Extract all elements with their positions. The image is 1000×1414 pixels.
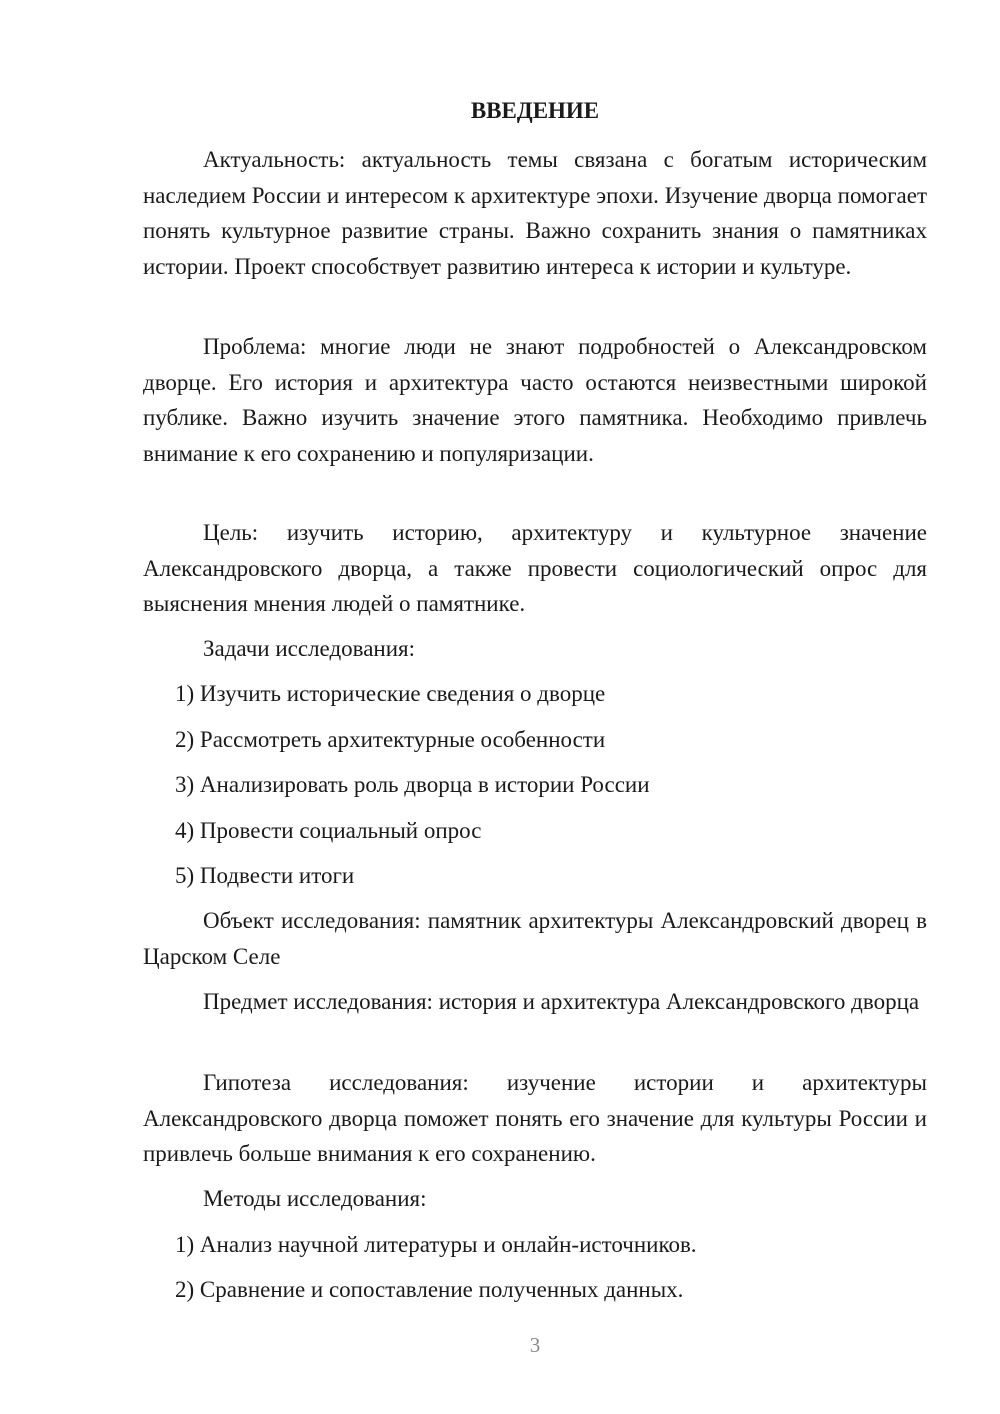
goal-paragraph: Цель: изучить историю, архитектуру и культурное значение Александровского дворца, а также провести социологический опрос для выяснения мнения людей о памятнике. xyxy=(143,520,927,616)
subject-paragraph: Предмет исследования: история и архитектура Александровского дворца xyxy=(203,989,920,1014)
problem-paragraph: Проблема: многие люди не знают подробностей о Александровском дворце. Его история и архитектура часто остаются неизвестными широкой публике. Важно изучить значение этого памятника. Необходимо привлечь внимание к его сохранению и популяризации. xyxy=(143,334,927,466)
object-paragraph: Объект исследования: памятник архитектуры Александровский дворец в Царском Селе xyxy=(143,908,927,969)
hypothesis-paragraph: Гипотеза исследования: изучение истории и архитектуры Александровского дворца поможет понять его значение для культуры России и привлечь больше внимания к его сохранению. xyxy=(143,1070,927,1166)
task-item: 3) Анализировать роль дворца в истории России xyxy=(175,772,650,797)
page-heading: ВВЕДЕНИЕ xyxy=(470,98,600,123)
task-item: 1) Изучить исторические сведения о дворце xyxy=(175,681,606,706)
task-item: 2) Рассмотреть архитектурные особенности xyxy=(175,727,606,752)
task-item: 4) Провести социальный опрос xyxy=(175,818,482,843)
task-item: 5) Подвести итоги xyxy=(175,863,355,888)
relevance-paragraph: Актуальность: актуальность темы связана с богатым историческим наследием России и интересом к архитектуре эпохи. Изучение дворца помогает понять культурное развитие страны. Важно сохранить знания о памятниках истории. Проект способствует развитию интереса к истории и культуре. xyxy=(143,147,927,279)
methods-title: Методы исследования: xyxy=(203,1186,427,1211)
method-item: 1) Анализ научной литературы и онлайн-источников. xyxy=(175,1232,697,1257)
tasks-title: Задачи исследования: xyxy=(203,636,416,661)
method-item: 2) Сравнение и сопоставление полученных данных. xyxy=(175,1277,684,1302)
page-number: 3 xyxy=(529,1333,541,1357)
